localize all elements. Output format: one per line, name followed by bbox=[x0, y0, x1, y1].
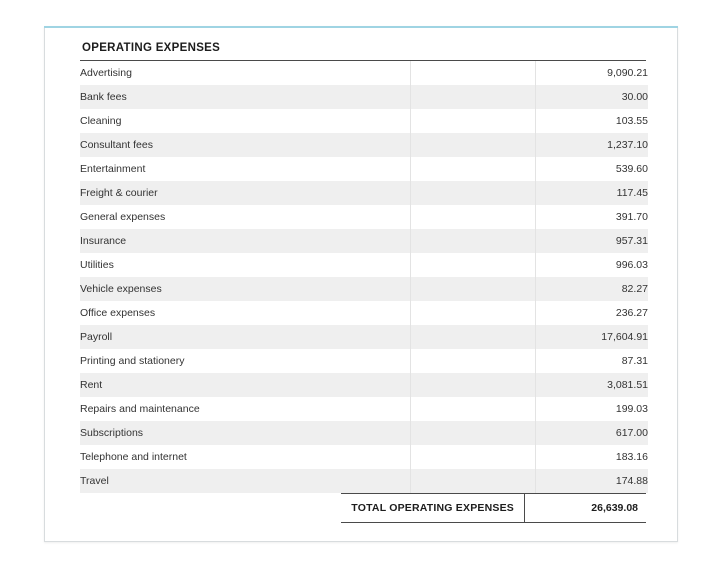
total-label: TOTAL OPERATING EXPENSES bbox=[341, 494, 525, 523]
expense-mid-column bbox=[411, 349, 536, 373]
expense-mid-column bbox=[411, 205, 536, 229]
table-row bbox=[80, 325, 648, 349]
page-title: OPERATING EXPENSES bbox=[80, 40, 646, 61]
table-row bbox=[80, 445, 648, 469]
expense-label: Advertising bbox=[80, 61, 411, 85]
expense-mid-column bbox=[411, 301, 536, 325]
expenses-table bbox=[80, 61, 648, 493]
expense-mid-column bbox=[411, 397, 536, 421]
expense-amount: 9,090.21 bbox=[536, 61, 649, 85]
expense-label: Travel bbox=[80, 469, 411, 493]
expense-amount: 117.45 bbox=[536, 181, 649, 205]
expense-mid-column bbox=[411, 277, 536, 301]
expense-label: Payroll bbox=[80, 325, 411, 349]
table-row bbox=[80, 181, 648, 205]
expense-mid-column bbox=[411, 325, 536, 349]
expense-mid-column bbox=[411, 229, 536, 253]
expense-mid-column bbox=[411, 253, 536, 277]
expense-amount: 236.27 bbox=[536, 301, 649, 325]
expense-mid-column bbox=[411, 133, 536, 157]
expense-label: Printing and stationery bbox=[80, 349, 411, 373]
expense-mid-column bbox=[411, 61, 536, 85]
expense-mid-column bbox=[411, 157, 536, 181]
table-row bbox=[80, 229, 648, 253]
expense-label: Cleaning bbox=[80, 109, 411, 133]
expense-label: Entertainment bbox=[80, 157, 411, 181]
expense-amount: 617.00 bbox=[536, 421, 649, 445]
expense-mid-column bbox=[411, 445, 536, 469]
expense-amount: 199.03 bbox=[536, 397, 649, 421]
table-row bbox=[80, 373, 648, 397]
expense-amount: 82.27 bbox=[536, 277, 649, 301]
expense-mid-column bbox=[411, 421, 536, 445]
expense-label: Utilities bbox=[80, 253, 411, 277]
table-row bbox=[80, 277, 648, 301]
total-table bbox=[341, 493, 646, 523]
expense-label: Subscriptions bbox=[80, 421, 411, 445]
expense-label: Office expenses bbox=[80, 301, 411, 325]
table-row bbox=[80, 61, 648, 85]
expense-label: General expenses bbox=[80, 205, 411, 229]
expense-mid-column bbox=[411, 181, 536, 205]
total-row bbox=[341, 494, 646, 523]
expense-amount: 17,604.91 bbox=[536, 325, 649, 349]
expense-label: Insurance bbox=[80, 229, 411, 253]
table-row bbox=[80, 205, 648, 229]
expense-amount: 30.00 bbox=[536, 85, 649, 109]
expense-amount: 174.88 bbox=[536, 469, 649, 493]
table-row bbox=[80, 469, 648, 493]
table-row bbox=[80, 85, 648, 109]
table-row bbox=[80, 397, 648, 421]
expense-amount: 391.70 bbox=[536, 205, 649, 229]
expense-label: Telephone and internet bbox=[80, 445, 411, 469]
expense-amount: 957.31 bbox=[536, 229, 649, 253]
total-row-wrapper bbox=[80, 493, 646, 523]
expense-mid-column bbox=[411, 85, 536, 109]
expense-label: Consultant fees bbox=[80, 133, 411, 157]
expense-amount: 1,237.10 bbox=[536, 133, 649, 157]
table-row bbox=[80, 109, 648, 133]
expense-amount: 996.03 bbox=[536, 253, 649, 277]
table-row bbox=[80, 133, 648, 157]
expense-amount: 539.60 bbox=[536, 157, 649, 181]
report-content-area bbox=[44, 26, 678, 542]
expense-amount: 183.16 bbox=[536, 445, 649, 469]
table-row bbox=[80, 301, 648, 325]
expense-amount: 3,081.51 bbox=[536, 373, 649, 397]
expense-label: Bank fees bbox=[80, 85, 411, 109]
expense-label: Freight & courier bbox=[80, 181, 411, 205]
expense-label: Repairs and maintenance bbox=[80, 397, 411, 421]
expense-mid-column bbox=[411, 109, 536, 133]
operating-expenses-report bbox=[80, 40, 646, 523]
expense-label: Vehicle expenses bbox=[80, 277, 411, 301]
expense-mid-column bbox=[411, 469, 536, 493]
expense-mid-column bbox=[411, 373, 536, 397]
table-row bbox=[80, 157, 648, 181]
table-row bbox=[80, 421, 648, 445]
table-row bbox=[80, 253, 648, 277]
expense-label: Rent bbox=[80, 373, 411, 397]
expense-amount: 87.31 bbox=[536, 349, 649, 373]
total-amount: 26,639.08 bbox=[525, 494, 647, 523]
table-row bbox=[80, 349, 648, 373]
expense-amount: 103.55 bbox=[536, 109, 649, 133]
